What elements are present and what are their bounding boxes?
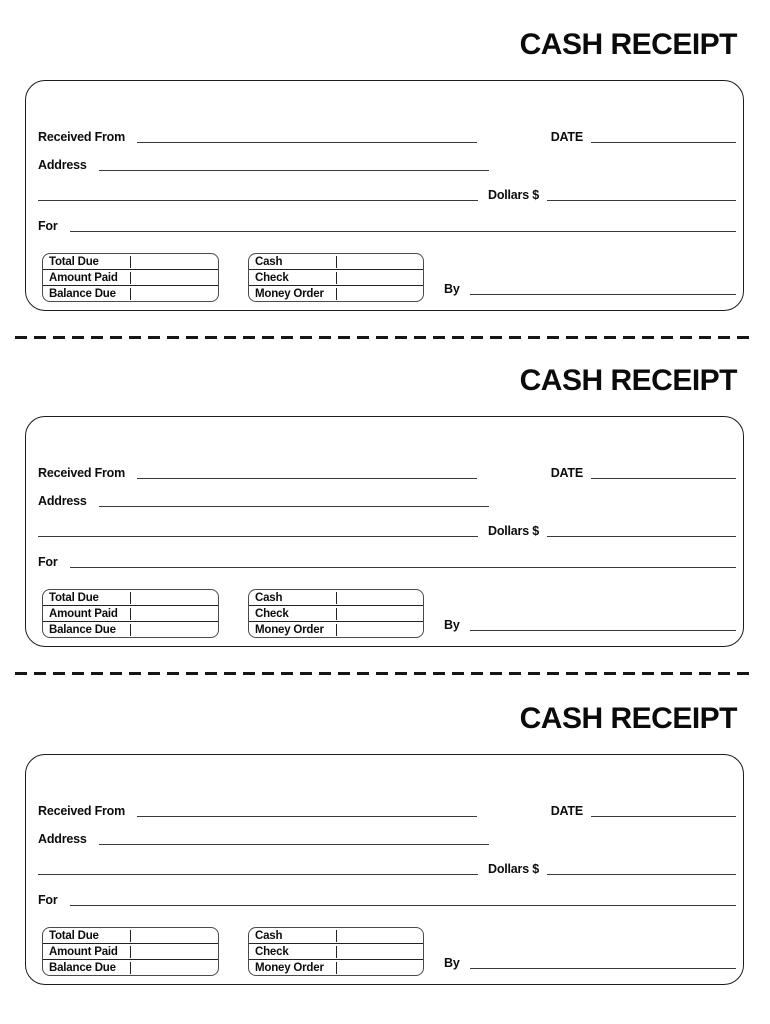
by-fill-line[interactable] — [470, 955, 736, 969]
amount-table — [42, 927, 219, 976]
dollars-fill-line[interactable] — [547, 523, 736, 537]
table-row — [249, 943, 423, 959]
by-label: By — [444, 282, 460, 296]
table-row — [249, 928, 423, 943]
date-fill-line[interactable] — [591, 465, 736, 479]
for-row — [38, 888, 736, 906]
date-fill-line[interactable] — [591, 129, 736, 143]
by-row — [444, 951, 736, 969]
receipt-section-1 — [0, 0, 770, 338]
money-order-value-cell[interactable] — [337, 960, 423, 975]
date-label: DATE — [550, 804, 583, 818]
address-continuation-fill-line[interactable] — [38, 187, 478, 201]
check-label: Check — [249, 272, 337, 284]
for-row — [38, 550, 736, 568]
address-fill-line[interactable] — [99, 831, 489, 845]
payment-table — [248, 253, 424, 302]
table-row — [249, 959, 423, 975]
money-order-value-cell[interactable] — [337, 286, 423, 301]
total-due-value-cell[interactable] — [131, 254, 218, 269]
receipt-card — [25, 754, 744, 985]
for-label: For — [38, 893, 58, 907]
received-from-label: Received From — [38, 466, 126, 480]
date-fill-line[interactable] — [591, 803, 736, 817]
by-fill-line[interactable] — [470, 281, 736, 295]
address-row — [38, 827, 736, 845]
cash-label: Cash — [249, 592, 337, 604]
table-row — [43, 621, 218, 637]
by-label: By — [444, 618, 460, 632]
amount-paid-label: Amount Paid — [43, 272, 131, 284]
total-due-value-cell[interactable] — [131, 590, 218, 605]
by-row — [444, 613, 736, 631]
dollars-row — [38, 183, 736, 201]
amount-paid-label: Amount Paid — [43, 946, 131, 958]
balance-due-label: Balance Due — [43, 962, 131, 974]
cash-label: Cash — [249, 930, 337, 942]
receipt-section-2 — [0, 336, 770, 674]
total-due-label: Total Due — [43, 592, 131, 604]
money-order-label: Money Order — [249, 288, 337, 300]
address-fill-line[interactable] — [99, 157, 489, 171]
check-label: Check — [249, 608, 337, 620]
amount-paid-label: Amount Paid — [43, 608, 131, 620]
by-label: By — [444, 956, 460, 970]
dollars-row — [38, 857, 736, 875]
amount-paid-value-cell[interactable] — [131, 606, 218, 621]
receipt-section-3 — [0, 674, 770, 1012]
received-from-fill-line[interactable] — [137, 803, 477, 817]
dollars-row — [38, 519, 736, 537]
received-from-row — [38, 459, 736, 479]
receipt-title: CASH RECEIPT — [519, 364, 737, 397]
receipt-card — [25, 80, 744, 311]
total-due-label: Total Due — [43, 256, 131, 268]
date-label: DATE — [550, 466, 583, 480]
cash-value-cell[interactable] — [337, 928, 423, 943]
dollars-label: Dollars $ — [488, 188, 540, 202]
money-order-label: Money Order — [249, 624, 337, 636]
for-fill-line[interactable] — [70, 554, 736, 568]
payment-table — [248, 589, 424, 638]
balance-due-value-cell[interactable] — [131, 960, 218, 975]
amount-paid-value-cell[interactable] — [131, 270, 218, 285]
received-from-row — [38, 123, 736, 143]
table-row — [43, 928, 218, 943]
table-row — [43, 254, 218, 269]
amount-table — [42, 253, 219, 302]
by-row — [444, 277, 736, 295]
received-from-row — [38, 797, 736, 817]
table-row — [249, 605, 423, 621]
amount-table — [42, 589, 219, 638]
amount-paid-value-cell[interactable] — [131, 944, 218, 959]
address-fill-line[interactable] — [99, 493, 489, 507]
for-label: For — [38, 555, 58, 569]
table-row — [249, 254, 423, 269]
balance-due-value-cell[interactable] — [131, 622, 218, 637]
receipt-title: CASH RECEIPT — [519, 28, 737, 61]
balance-due-value-cell[interactable] — [131, 286, 218, 301]
dollars-label: Dollars $ — [488, 862, 540, 876]
payment-table — [248, 927, 424, 976]
balance-due-label: Balance Due — [43, 624, 131, 636]
table-row — [43, 269, 218, 285]
for-row — [38, 214, 736, 232]
for-label: For — [38, 219, 58, 233]
received-from-fill-line[interactable] — [137, 465, 477, 479]
dollars-fill-line[interactable] — [547, 187, 736, 201]
total-due-value-cell[interactable] — [131, 928, 218, 943]
address-label: Address — [38, 494, 87, 508]
table-row — [43, 959, 218, 975]
check-value-cell[interactable] — [337, 606, 423, 621]
for-fill-line[interactable] — [70, 892, 736, 906]
address-row — [38, 153, 736, 171]
received-from-fill-line[interactable] — [137, 129, 477, 143]
money-order-value-cell[interactable] — [337, 622, 423, 637]
receipt-card — [25, 416, 744, 647]
money-order-label: Money Order — [249, 962, 337, 974]
cash-label: Cash — [249, 256, 337, 268]
by-fill-line[interactable] — [470, 617, 736, 631]
check-value-cell[interactable] — [337, 944, 423, 959]
table-row — [43, 285, 218, 301]
address-continuation-fill-line[interactable] — [38, 861, 478, 875]
cash-value-cell[interactable] — [337, 590, 423, 605]
date-label: DATE — [550, 130, 583, 144]
cash-value-cell[interactable] — [337, 254, 423, 269]
dollars-label: Dollars $ — [488, 524, 540, 538]
table-row — [43, 605, 218, 621]
table-row — [249, 590, 423, 605]
address-row — [38, 489, 736, 507]
table-row — [43, 943, 218, 959]
table-row — [249, 621, 423, 637]
address-label: Address — [38, 832, 87, 846]
receipt-title: CASH RECEIPT — [519, 702, 737, 735]
balance-due-label: Balance Due — [43, 288, 131, 300]
address-continuation-fill-line[interactable] — [38, 523, 478, 537]
received-from-label: Received From — [38, 130, 126, 144]
total-due-label: Total Due — [43, 930, 131, 942]
received-from-label: Received From — [38, 804, 126, 818]
table-row — [249, 285, 423, 301]
check-label: Check — [249, 946, 337, 958]
table-row — [249, 269, 423, 285]
for-fill-line[interactable] — [70, 218, 736, 232]
table-row — [43, 590, 218, 605]
dollars-fill-line[interactable] — [547, 861, 736, 875]
check-value-cell[interactable] — [337, 270, 423, 285]
address-label: Address — [38, 158, 87, 172]
